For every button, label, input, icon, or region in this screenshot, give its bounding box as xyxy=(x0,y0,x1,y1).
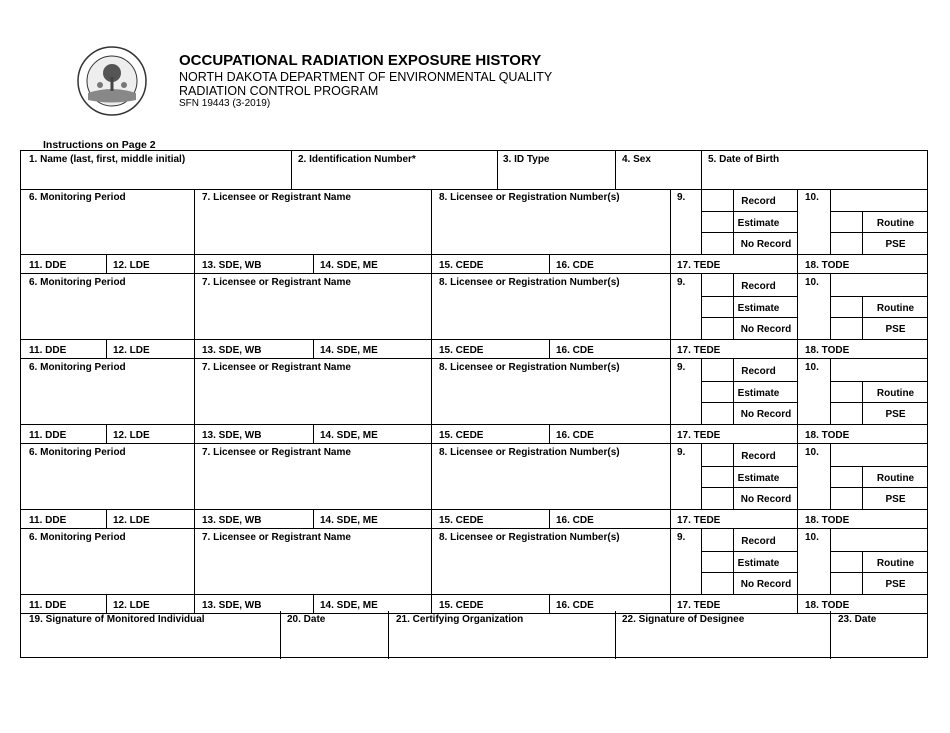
licensee-number-label: 8. Licensee or Registration Number(s) xyxy=(439,532,620,543)
monitoring-period-label: 6. Monitoring Period xyxy=(29,277,126,288)
tode-label: 18. TODE xyxy=(805,430,850,441)
monitoring-period-label: 6. Monitoring Period xyxy=(29,532,126,543)
cede-field[interactable] xyxy=(432,255,549,273)
estimate-checkbox[interactable] xyxy=(703,298,733,317)
dde-label: 11. DDE xyxy=(29,515,67,526)
date-label-23: 23. Date xyxy=(838,614,877,625)
dde-field[interactable] xyxy=(21,425,105,443)
tede-field[interactable] xyxy=(671,255,797,273)
name-field[interactable] xyxy=(21,151,291,189)
dde-field[interactable] xyxy=(21,340,105,358)
record-checkbox[interactable] xyxy=(703,361,733,380)
program-name: RADIATION CONTROL PROGRAM xyxy=(179,84,379,98)
monitoring-period-label: 6. Monitoring Period xyxy=(29,447,126,458)
tede-label: 17. TEDE xyxy=(677,260,721,271)
record-label: Record xyxy=(741,281,776,292)
routine-checkbox[interactable] xyxy=(832,553,862,572)
pse-label: PSE xyxy=(885,494,906,505)
lde-field[interactable] xyxy=(106,510,194,528)
cede-label: 15. CEDE xyxy=(439,260,484,271)
routine-label: Routine xyxy=(876,558,915,569)
estimate-label: Estimate xyxy=(737,558,780,569)
pse-label: PSE xyxy=(885,324,906,335)
id-type-label: 3. ID Type xyxy=(503,154,550,165)
estimate-label: Estimate xyxy=(737,303,780,314)
item9-label: 9. xyxy=(677,447,686,458)
monitoring-period-label: 6. Monitoring Period xyxy=(29,192,126,203)
lde-label: 12. LDE xyxy=(113,345,150,356)
dde-label: 11. DDE xyxy=(29,430,67,441)
cede-label: 15. CEDE xyxy=(439,430,484,441)
dde-label: 11. DDE xyxy=(29,345,67,356)
sex-field[interactable] xyxy=(616,151,701,189)
no-record-label: No Record xyxy=(740,239,792,250)
item10-label: 10. xyxy=(805,362,819,373)
signature-designee-field[interactable] xyxy=(616,611,830,657)
licensee-name-field[interactable] xyxy=(195,189,431,254)
lde-field[interactable] xyxy=(106,255,194,273)
tode-label: 18. TODE xyxy=(805,345,850,356)
routine-checkbox[interactable] xyxy=(832,383,862,402)
estimate-label: Estimate xyxy=(737,388,780,399)
dde-label: 11. DDE xyxy=(29,260,67,271)
licensee-number-field[interactable] xyxy=(432,444,670,509)
cede-field[interactable] xyxy=(432,425,549,443)
pse-checkbox[interactable] xyxy=(832,319,862,338)
tode-label: 18. TODE xyxy=(805,260,850,271)
sde-wb-field[interactable] xyxy=(195,510,313,528)
licensee-number-field[interactable] xyxy=(432,189,670,254)
tede-field[interactable] xyxy=(671,510,797,528)
pse-checkbox[interactable] xyxy=(832,234,862,253)
sde-wb-label: 13. SDE, WB xyxy=(202,260,262,271)
lde-field[interactable] xyxy=(106,425,194,443)
monitoring-period-field[interactable] xyxy=(21,529,194,594)
no-record-checkbox[interactable] xyxy=(703,319,733,338)
cde-label: 16. CDE xyxy=(556,515,594,526)
item10-label: 10. xyxy=(805,277,819,288)
tede-field[interactable] xyxy=(671,425,797,443)
sde-me-label: 14. SDE, ME xyxy=(320,345,378,356)
sex-label: 4. Sex xyxy=(622,154,651,165)
cde-label: 16. CDE xyxy=(556,600,594,611)
lde-label: 12. LDE xyxy=(113,260,150,271)
cde-label: 16. CDE xyxy=(556,430,594,441)
tode-label: 18. TODE xyxy=(805,600,850,611)
lde-label: 12. LDE xyxy=(113,430,150,441)
routine-label: Routine xyxy=(876,388,915,399)
cde-field[interactable] xyxy=(550,510,670,528)
cede-field[interactable] xyxy=(432,340,549,358)
exposure-history-form xyxy=(20,150,928,658)
record-checkbox[interactable] xyxy=(703,276,733,295)
sde-wb-label: 13. SDE, WB xyxy=(202,345,262,356)
no-record-checkbox[interactable] xyxy=(703,574,733,593)
record-label: Record xyxy=(741,536,776,547)
licensee-name-field[interactable] xyxy=(195,274,431,339)
cede-field[interactable] xyxy=(432,510,549,528)
no-record-label: No Record xyxy=(740,409,792,420)
routine-label: Routine xyxy=(876,473,915,484)
id-number-field[interactable] xyxy=(292,151,497,189)
signature-individual-label: 19. Signature of Monitored Individual xyxy=(29,614,205,625)
dob-field[interactable] xyxy=(702,151,927,189)
date-field-20[interactable] xyxy=(281,611,388,657)
instructions-note: Instructions on Page 2 xyxy=(43,139,156,151)
id-number-label: 2. Identification Number* xyxy=(298,154,416,165)
monitoring-period-field[interactable] xyxy=(21,274,194,339)
cde-field[interactable] xyxy=(550,340,670,358)
tede-field[interactable] xyxy=(671,340,797,358)
pse-checkbox[interactable] xyxy=(832,404,862,423)
licensee-name-field[interactable] xyxy=(195,529,431,594)
licensee-number-label: 8. Licensee or Registration Number(s) xyxy=(439,192,620,203)
pse-checkbox[interactable] xyxy=(832,489,862,508)
estimate-label: Estimate xyxy=(737,218,780,229)
item9-label: 9. xyxy=(677,362,686,373)
item9-label: 9. xyxy=(677,192,686,203)
cede-label: 15. CEDE xyxy=(439,600,484,611)
sde-me-field[interactable] xyxy=(314,425,431,443)
routine-checkbox[interactable] xyxy=(832,298,862,317)
no-record-label: No Record xyxy=(740,324,792,335)
record-checkbox[interactable] xyxy=(703,191,733,210)
department-name: NORTH DAKOTA DEPARTMENT OF ENVIRONMENTAL QUALITY xyxy=(179,70,553,84)
form-title: OCCUPATIONAL RADIATION EXPOSURE HISTORY xyxy=(179,52,542,69)
licensee-number-field[interactable] xyxy=(432,529,670,594)
licensee-number-label: 8. Licensee or Registration Number(s) xyxy=(439,362,620,373)
no-record-checkbox[interactable] xyxy=(703,489,733,508)
sde-me-field[interactable] xyxy=(314,510,431,528)
pse-checkbox[interactable] xyxy=(832,574,862,593)
routine-checkbox[interactable] xyxy=(832,468,862,487)
tode-label: 18. TODE xyxy=(805,515,850,526)
item10-label: 10. xyxy=(805,532,819,543)
licensee-name-label: 7. Licensee or Registrant Name xyxy=(202,532,351,543)
licensee-name-label: 7. Licensee or Registrant Name xyxy=(202,192,351,203)
sde-me-label: 14. SDE, ME xyxy=(320,260,378,271)
tede-label: 17. TEDE xyxy=(677,515,721,526)
record-checkbox[interactable] xyxy=(703,531,733,550)
estimate-label: Estimate xyxy=(737,473,780,484)
certifying-org-field[interactable] xyxy=(389,611,615,657)
lde-label: 12. LDE xyxy=(113,515,150,526)
estimate-checkbox[interactable] xyxy=(703,213,733,232)
licensee-number-label: 8. Licensee or Registration Number(s) xyxy=(439,277,620,288)
record-label: Record xyxy=(741,451,776,462)
lde-field[interactable] xyxy=(106,340,194,358)
record-label: Record xyxy=(741,196,776,207)
item9-label: 9. xyxy=(677,277,686,288)
date-label-20: 20. Date xyxy=(287,614,326,625)
routine-checkbox[interactable] xyxy=(832,213,862,232)
cde-label: 16. CDE xyxy=(556,260,594,271)
record-checkbox[interactable] xyxy=(703,446,733,465)
pse-label: PSE xyxy=(885,409,906,420)
cde-field[interactable] xyxy=(550,425,670,443)
monitoring-period-field[interactable] xyxy=(21,444,194,509)
dob-label: 5. Date of Birth xyxy=(708,154,780,165)
routine-label: Routine xyxy=(876,218,915,229)
tode-field[interactable] xyxy=(798,425,927,443)
sde-wb-label: 13. SDE, WB xyxy=(202,430,262,441)
tede-label: 17. TEDE xyxy=(677,600,721,611)
monitoring-period-field[interactable] xyxy=(21,189,194,254)
sde-wb-field[interactable] xyxy=(195,340,313,358)
licensee-name-label: 7. Licensee or Registrant Name xyxy=(202,362,351,373)
sde-me-label: 14. SDE, ME xyxy=(320,600,378,611)
tode-field[interactable] xyxy=(798,510,927,528)
item10-label: 10. xyxy=(805,192,819,203)
licensee-name-field[interactable] xyxy=(195,359,431,424)
estimate-checkbox[interactable] xyxy=(703,383,733,402)
north-dakota-seal xyxy=(76,45,148,117)
cde-label: 16. CDE xyxy=(556,345,594,356)
licensee-name-label: 7. Licensee or Registrant Name xyxy=(202,447,351,458)
item9-label: 9. xyxy=(677,532,686,543)
sde-me-field[interactable] xyxy=(314,340,431,358)
item10-label: 10. xyxy=(805,447,819,458)
id-type-field[interactable] xyxy=(498,151,615,189)
dde-field[interactable] xyxy=(21,510,105,528)
no-record-label: No Record xyxy=(740,579,792,590)
estimate-checkbox[interactable] xyxy=(703,553,733,572)
signature-designee-label: 22. Signature of Designee xyxy=(622,614,745,625)
sde-wb-field[interactable] xyxy=(195,255,313,273)
pse-label: PSE xyxy=(885,579,906,590)
dde-label: 11. DDE xyxy=(29,600,67,611)
dde-field[interactable] xyxy=(21,255,105,273)
tede-label: 17. TEDE xyxy=(677,430,721,441)
monitoring-period-field[interactable] xyxy=(21,359,194,424)
pse-label: PSE xyxy=(885,239,906,250)
monitoring-period-label: 6. Monitoring Period xyxy=(29,362,126,373)
no-record-checkbox[interactable] xyxy=(703,404,733,423)
cede-label: 15. CEDE xyxy=(439,515,484,526)
record-label: Record xyxy=(741,366,776,377)
tede-label: 17. TEDE xyxy=(677,345,721,356)
sde-wb-label: 13. SDE, WB xyxy=(202,515,262,526)
form-number: SFN 19443 (3-2019) xyxy=(179,98,271,109)
cde-field[interactable] xyxy=(550,255,670,273)
sde-me-field[interactable] xyxy=(314,255,431,273)
licensee-number-field[interactable] xyxy=(432,274,670,339)
licensee-name-label: 7. Licensee or Registrant Name xyxy=(202,277,351,288)
tode-field[interactable] xyxy=(798,255,927,273)
cede-label: 15. CEDE xyxy=(439,345,484,356)
no-record-checkbox[interactable] xyxy=(703,234,733,253)
licensee-name-field[interactable] xyxy=(195,444,431,509)
sde-me-label: 14. SDE, ME xyxy=(320,430,378,441)
name-label: 1. Name (last, first, middle initial) xyxy=(29,154,186,165)
estimate-checkbox[interactable] xyxy=(703,468,733,487)
tode-field[interactable] xyxy=(798,340,927,358)
licensee-number-label: 8. Licensee or Registration Number(s) xyxy=(439,447,620,458)
certifying-org-label: 21. Certifying Organization xyxy=(396,614,524,625)
date-field-23[interactable] xyxy=(831,611,927,657)
lde-label: 12. LDE xyxy=(113,600,150,611)
licensee-number-field[interactable] xyxy=(432,359,670,424)
sde-wb-label: 13. SDE, WB xyxy=(202,600,262,611)
sde-wb-field[interactable] xyxy=(195,425,313,443)
no-record-label: No Record xyxy=(740,494,792,505)
routine-label: Routine xyxy=(876,303,915,314)
sde-me-label: 14. SDE, ME xyxy=(320,515,378,526)
signature-individual-field[interactable] xyxy=(21,611,280,657)
